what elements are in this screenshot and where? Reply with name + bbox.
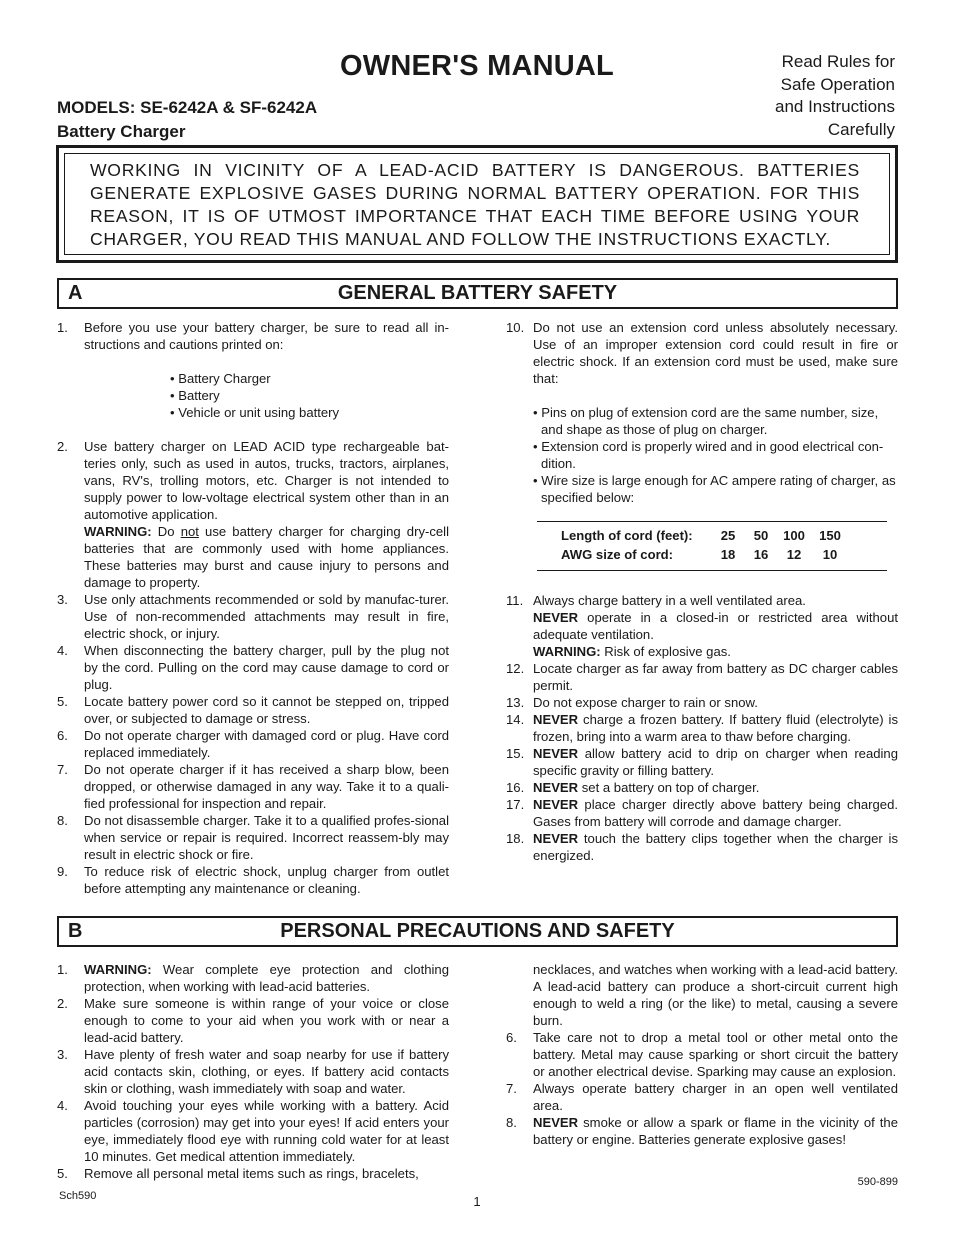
item-number: 8.	[57, 813, 68, 828]
section-b-header	[57, 916, 898, 947]
item-text: To reduce risk of electric shock, unplug charger from outlet before attempting any maintenance or cleaning.	[84, 864, 449, 896]
item-text: Wear complete eye protection and clothing protection, when working with lead-acid batteries.	[84, 962, 449, 994]
list-item	[57, 961, 449, 995]
item-number: 15.	[506, 746, 525, 761]
table-cell: 12	[786, 547, 802, 562]
table-cell: 50	[753, 528, 769, 543]
table-row	[561, 546, 849, 565]
item-text: Have plenty of fresh water and soap nearby for use if battery acid contacts skin, clothing, or eyes. If battery acid contacts skin or clothing, wash immediately with soap and water.	[84, 1047, 449, 1096]
list-item	[57, 812, 449, 863]
list-item	[57, 995, 449, 1046]
item-number: 6.	[57, 728, 68, 743]
bullet-item: • Pins on plug of extension cord are the same number, size, and shape as those of plug on charger.	[533, 405, 879, 437]
list-item	[57, 642, 449, 693]
item-text: Take care not to drop a metal tool or other metal onto the battery. Metal may cause sparking or short circuit the battery or another electrical devise. Sparking may cause an explosion.	[533, 1030, 898, 1079]
item-number: 9.	[57, 864, 68, 879]
warning-box-text: WORKING IN VICINITY OF A LEAD-ACID BATTERY IS DANGEROUS. BATTERIES GENERATE EXPLOSIVE GASES DURING NORMAL BATTERY OPERATION. FOR THIS REASON, IT IS OF UTMOST IMPORTANCE THAT EACH TIME BEFORE USING YOUR CHARGER, YOU READ THIS MANUAL AND FOLLOW THE INSTRUCTIONS EXACTLY.	[90, 160, 860, 249]
item-number: 13.	[506, 695, 525, 710]
item-number: 10.	[506, 320, 525, 335]
item-number: 11.	[506, 593, 524, 608]
list-item	[57, 1165, 449, 1182]
list-item	[57, 319, 449, 421]
table-cell: 100	[783, 528, 805, 543]
list-item	[57, 1046, 449, 1097]
bullet-item: • Battery	[170, 388, 220, 403]
item-number: 7.	[506, 1081, 517, 1096]
item-number: 8.	[506, 1115, 517, 1130]
table-row	[561, 527, 849, 546]
item-text: Before you use your battery charger, be sure to read all in-structions and cautions printed on:	[84, 320, 449, 352]
product-subtitle: Battery Charger	[57, 122, 186, 141]
warning-label: WARNING:	[533, 644, 601, 659]
never-label: NEVER	[533, 712, 579, 727]
item-text: Locate battery power cord so it cannot be stepped on, tripped over, or subjected to damage or stress.	[84, 694, 449, 726]
read-rules-note	[775, 51, 895, 141]
table-cell: 10	[822, 547, 838, 562]
never-label: NEVER	[533, 746, 579, 761]
page-number: 1	[473, 1194, 481, 1209]
list-item	[506, 779, 898, 796]
item-text: Do not operate charger with damaged cord or plug. Have cord replaced immediately.	[84, 728, 449, 760]
danger-warning-box	[56, 145, 898, 263]
list-item	[506, 592, 898, 660]
item-text: Do	[151, 524, 181, 539]
extension-cord-table	[561, 527, 849, 565]
item-number: 2.	[57, 439, 68, 454]
models-heading	[57, 96, 317, 144]
warning-label: WARNING:	[84, 524, 152, 539]
section-a-left-column	[57, 319, 449, 897]
item-number: 14.	[506, 712, 525, 727]
item-text: smoke or allow a spark or flame in the vicinity of the battery or engine. Batteries generate explosive gases!	[533, 1115, 898, 1147]
list-item	[506, 711, 898, 745]
item-text: When disconnecting the battery charger, pull by the plug not by the cord. Pulling on the cord may cause damage to cord or plug.	[84, 643, 449, 692]
item-text: Do not operate charger if it has received a sharp blow, been dropped, or otherwise damaged in any way. Take it to a quali-fied professional for inspection and repair.	[84, 762, 449, 811]
item-number: 1.	[57, 962, 68, 977]
never-label: NEVER	[533, 610, 579, 625]
item-text: operate in a closed-in or restricted area without adequate ventilation.	[533, 610, 898, 642]
item-text: touch the battery clips together when the charger is energized.	[533, 831, 898, 863]
read-rules-line: Read Rules for	[781, 52, 895, 71]
item-number: 7.	[57, 762, 68, 777]
bullet-item: • Battery Charger	[170, 371, 271, 386]
list-item	[506, 660, 898, 694]
list-item	[506, 319, 898, 387]
read-rules-line: and Instructions	[774, 97, 895, 116]
list-item	[506, 1080, 898, 1114]
item-text: Risk of explosive gas.	[600, 644, 731, 659]
item-text: place charger directly above battery being charged. Gases from battery will corrode and damage charger.	[533, 797, 898, 829]
item-text: allow battery acid to drip on charger when reading specific gravity or filling battery.	[533, 746, 898, 778]
item-number: 4.	[57, 1098, 68, 1113]
section-letter: A	[68, 282, 83, 304]
bullet-list	[84, 370, 449, 421]
item-text: charge a frozen battery. If battery fluid (electrolyte) is frozen, bring into a warm area to thaw before charging.	[533, 712, 898, 744]
never-label: NEVER	[533, 1115, 579, 1130]
footer-code: Sch590	[59, 1190, 97, 1202]
item-number: 17.	[506, 797, 525, 812]
list-item	[506, 1114, 898, 1148]
read-rules-line: Safe Operation	[780, 74, 895, 94]
item-number: 16.	[506, 780, 525, 795]
list-item	[57, 1097, 449, 1165]
table-row-label: Length of cord (feet):	[561, 528, 693, 543]
item-text: Always charge battery in a well ventilated area.	[533, 593, 806, 608]
item-number: 3.	[57, 592, 68, 607]
section-title: GENERAL BATTERY SAFETY	[337, 282, 618, 304]
list-item	[506, 796, 898, 830]
item-number: 5.	[57, 694, 68, 709]
item-text: Use battery charger on LEAD ACID type rechargeable bat-teries only, such as used in autos, trucks, tractors, airplanes, vans, RV's, trolling motors, etc. Charger is not intended to supply power to low-voltage electrical system other than in an automotive application.	[84, 439, 449, 522]
list-item	[57, 761, 449, 812]
list-item	[57, 591, 449, 642]
item-text: Do not disassemble charger. Take it to a qualified profes-sional when service or repair is required. Incorrect reassem-bly may result in electric shock or fire.	[84, 813, 449, 862]
section-b-left-column	[57, 961, 449, 1182]
item-text: Locate charger as far away from battery as DC charger cables permit.	[533, 661, 898, 693]
section-b-right-column	[506, 961, 898, 1148]
item-number: 2.	[57, 996, 68, 1011]
item-text: Avoid touching your eyes while working with a battery. Acid particles (corrosion) may get into your eyes! If acid enters your eye, immediately flood eye with running cold water for at least 10 minutes. Get medical attention immediately.	[84, 1098, 449, 1164]
footer-doc-number: 590-899	[857, 1176, 898, 1188]
item-text: use battery charger for charging dry-cell batteries that are commonly used with home appliances. These batteries may burst and cause injury to persons and damage to property.	[84, 524, 449, 590]
list-item	[506, 745, 898, 779]
table-cell: 18	[720, 547, 736, 562]
item-number: 18.	[506, 831, 525, 846]
item-continuation: necklaces, and watches when working with a lead-acid battery. A lead-acid battery can produce a short-circuit current high enough to weld a ring (or the like) to metal, causing a severe burn.	[533, 962, 898, 1028]
list-item	[506, 830, 898, 864]
table-top-rule	[537, 521, 887, 522]
item-number: 3.	[57, 1047, 68, 1062]
list-item	[57, 863, 449, 897]
list-item	[506, 694, 898, 711]
item-number: 6.	[506, 1030, 517, 1045]
item-number: 1.	[57, 320, 68, 335]
never-label: NEVER	[533, 831, 579, 846]
item-text: set a battery on top of charger.	[578, 780, 760, 795]
item-text: Use only attachments recommended or sold by manufac-turer. Use of non-recommended attachments may result in fire, electric shock, or injury.	[84, 592, 449, 641]
table-bottom-rule	[537, 570, 887, 571]
list-item	[57, 438, 449, 591]
item-text: Remove all personal metal items such as rings, bracelets,	[84, 1166, 419, 1181]
item-text: Always operate battery charger in an open well ventilated area.	[533, 1081, 898, 1113]
item-number: 4.	[57, 643, 68, 658]
models-line: MODELS: SE-6242A & SF-6242A	[57, 98, 318, 117]
bullet-list	[506, 404, 898, 506]
warning-label: WARNING:	[84, 962, 152, 977]
item-number: 5.	[57, 1166, 68, 1181]
emphasis-not: not	[180, 524, 199, 539]
section-letter: B	[68, 920, 83, 942]
bullet-item: • Extension cord is properly wired and in good electrical con-dition.	[533, 439, 884, 471]
item-number: 12.	[506, 661, 525, 676]
item-text: Do not use an extension cord unless absolutely necessary. Use of an improper extension cord could result in fire or electric shock. If an extension cord must be used, make sure that:	[533, 320, 898, 386]
section-title: PERSONAL PRECAUTIONS AND SAFETY	[280, 920, 675, 942]
section-a-header	[57, 278, 898, 309]
bullet-item: • Vehicle or unit using battery	[170, 405, 340, 420]
list-item	[57, 693, 449, 727]
table-cell: 25	[720, 528, 736, 543]
table-row-label: AWG size of cord:	[561, 547, 674, 562]
page-title: OWNER'S MANUAL	[340, 50, 614, 82]
table-cell: 150	[819, 528, 841, 543]
section-a-right-column	[506, 319, 898, 506]
read-rules-line: Carefully	[827, 119, 895, 139]
section-a-right-column-cont	[506, 592, 898, 864]
bullet-item: • Wire size is large enough for AC ampere rating of charger, as specified below:	[533, 473, 896, 505]
never-label: NEVER	[533, 780, 579, 795]
list-item	[506, 1029, 898, 1080]
item-text: Make sure someone is within range of your voice or close enough to come to your aid when you work with or near a lead-acid battery.	[84, 996, 449, 1045]
never-label: NEVER	[533, 797, 579, 812]
item-text: Do not expose charger to rain or snow.	[533, 695, 758, 710]
table-cell: 16	[753, 547, 769, 562]
list-item	[57, 727, 449, 761]
